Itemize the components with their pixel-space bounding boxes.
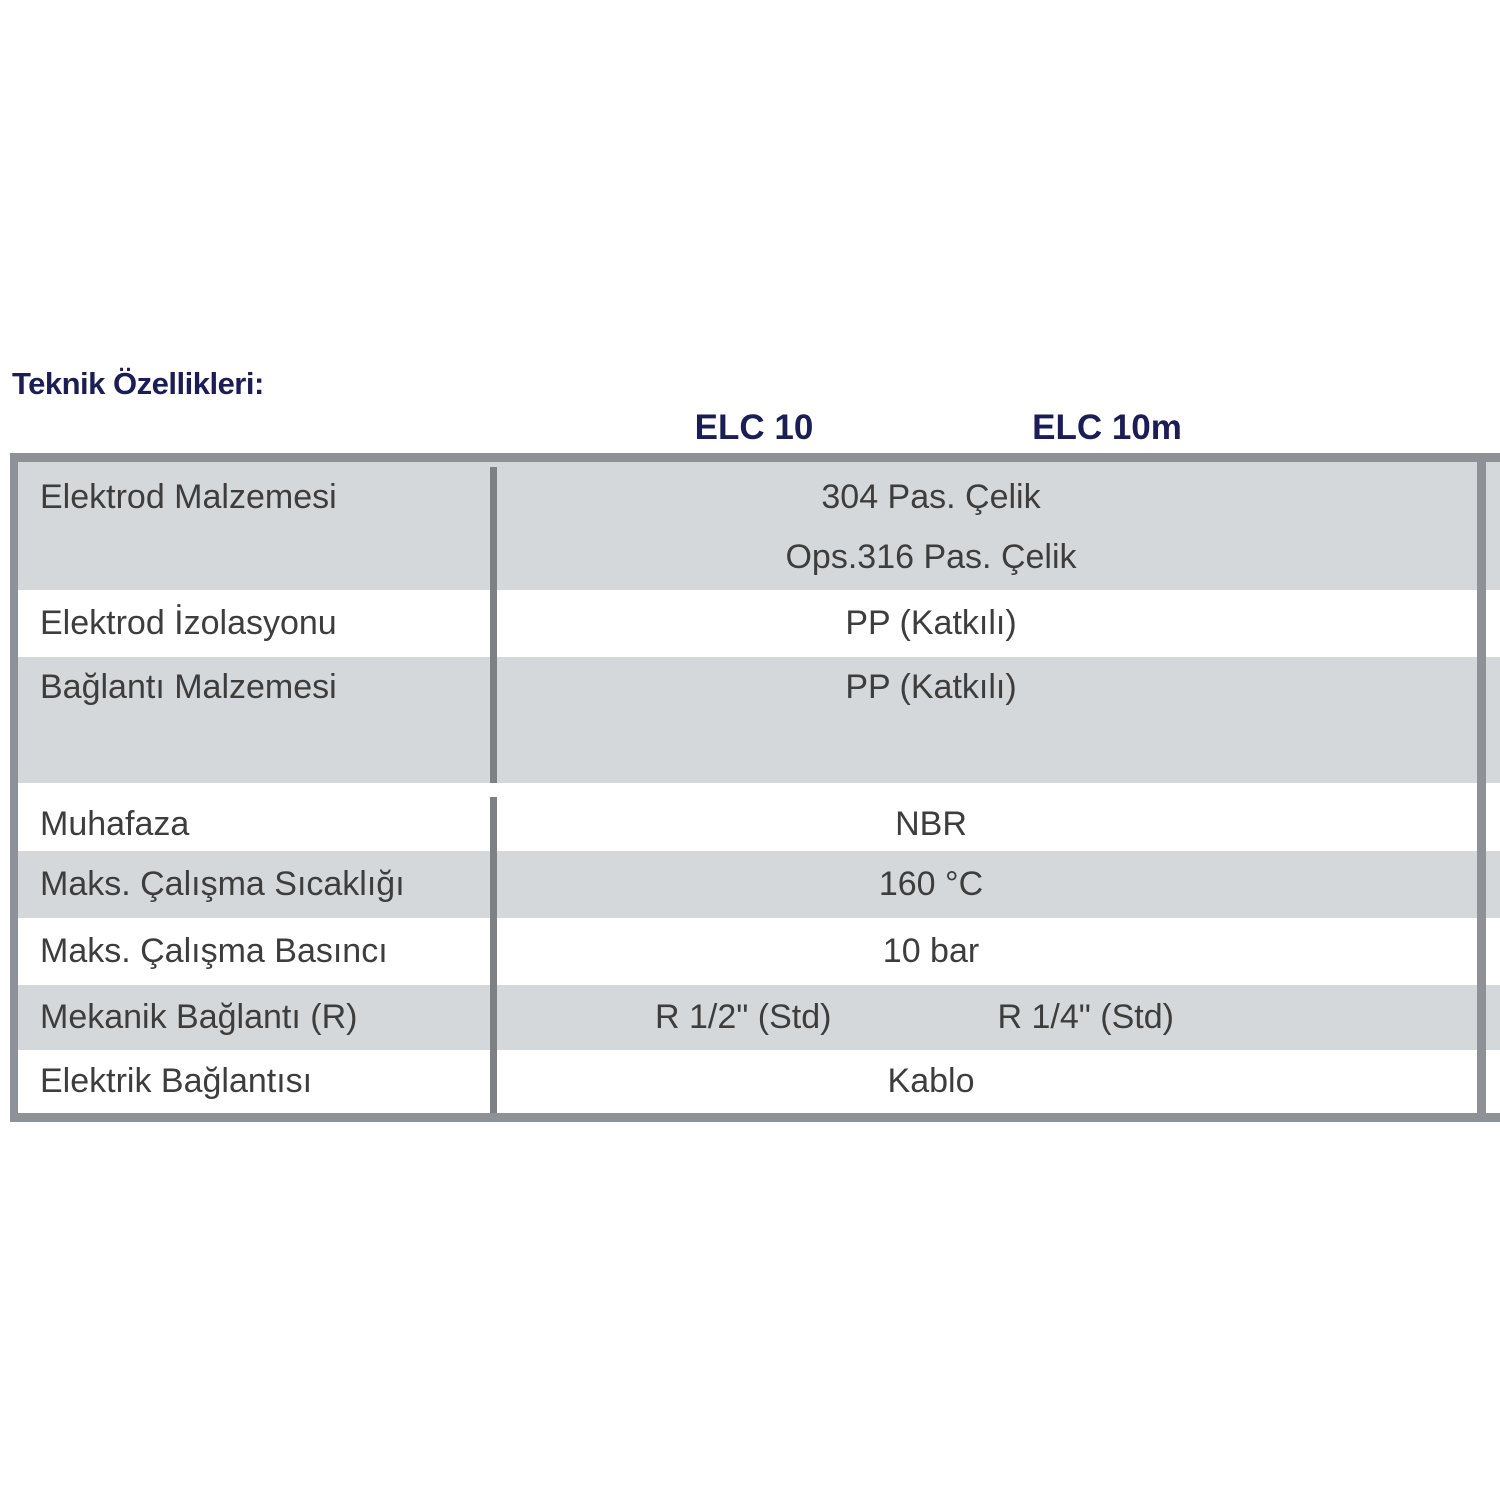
row-label: Maks. Çalışma Basıncı (40, 932, 388, 970)
row-value-line: Ops.316 Pas. Çelik (785, 538, 1077, 576)
row-value-line: PP (Katkılı) (845, 668, 1017, 706)
table-row (10, 657, 1500, 783)
row-value-line: NBR (895, 804, 967, 843)
column-divider (490, 1050, 497, 1113)
table-rows (10, 462, 1500, 1113)
column-divider (490, 797, 497, 851)
spec-table (10, 453, 1500, 1122)
column-divider (490, 985, 497, 1050)
row-value-line: 10 bar (882, 932, 980, 970)
row-value (497, 604, 1500, 643)
row-value-line: 304 Pas. Çelik (821, 478, 1041, 516)
row-value (497, 998, 1500, 1037)
row-value (497, 1062, 1500, 1101)
table-row (10, 462, 1500, 590)
row-value (497, 657, 1500, 717)
row-value-line: PP (Katkılı) (845, 604, 1017, 642)
row-label: Bağlantı Malzemesi (40, 668, 337, 706)
row-value (497, 865, 1500, 904)
row-label: Elektrod Malzemesi (40, 478, 337, 516)
column-header-elc10m: ELC 10m (1032, 408, 1182, 447)
table-row (10, 783, 1500, 851)
table-row (10, 918, 1500, 985)
row-value (497, 805, 1500, 844)
column-divider (490, 657, 497, 783)
row-label: Maks. Çalışma Sıcaklığı (40, 865, 405, 903)
row-label: Elektrod İzolasyonu (40, 604, 337, 642)
row-value (497, 932, 1500, 971)
table-row (10, 1050, 1500, 1113)
table-border-left (10, 453, 18, 1122)
column-divider (490, 851, 497, 918)
column-divider (490, 467, 497, 590)
row-value-line: Kablo (887, 1062, 975, 1100)
row-value-item: R 1/2" (Std) (655, 998, 832, 1036)
column-divider (490, 918, 497, 985)
row-value (497, 467, 1500, 587)
table-border-top (10, 453, 1500, 462)
table-border-bottom (10, 1113, 1500, 1122)
table-row (10, 590, 1500, 657)
column-header-elc10: ELC 10 (694, 408, 814, 447)
row-label: Mekanik Bağlantı (R) (40, 998, 358, 1036)
row-label: Elektrik Bağlantısı (40, 1062, 313, 1100)
row-value-line: 160 °C (878, 865, 984, 903)
column-divider (490, 590, 497, 657)
table-row (10, 985, 1500, 1050)
row-value-item: R 1/4" (Std) (997, 998, 1174, 1036)
table-row (10, 851, 1500, 918)
page-title: Teknik Özellikleri: (12, 366, 264, 401)
row-label: Muhafaza (40, 804, 190, 843)
table-border-right (1477, 453, 1486, 1122)
